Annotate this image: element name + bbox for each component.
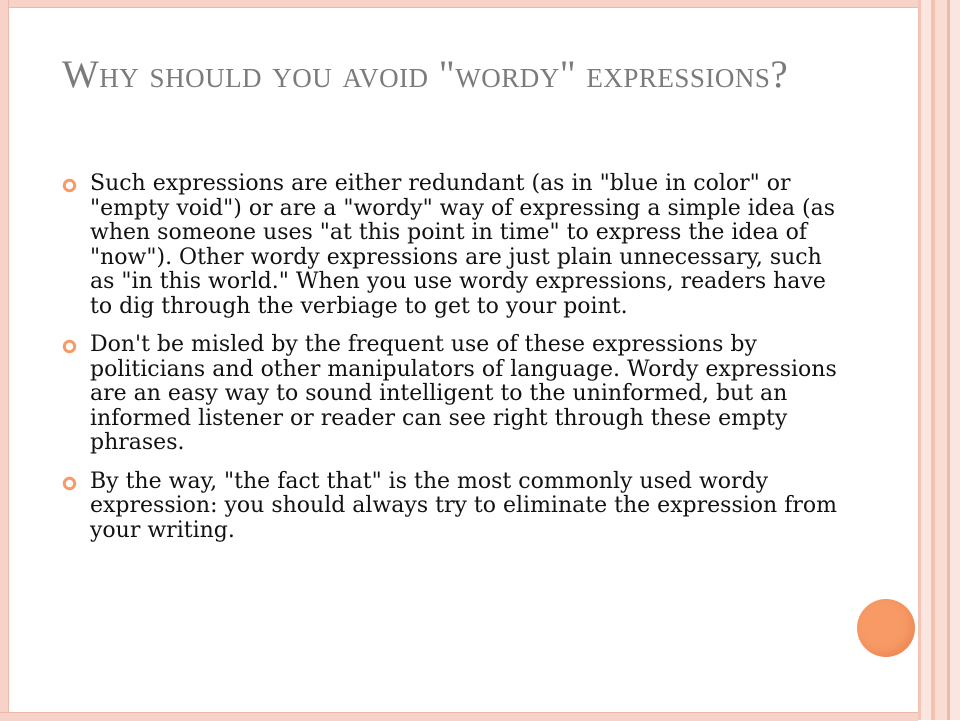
bullet-text: By the way, "the fact that" is the most commonly used wordy expression: you should always try to eliminate the expression from your writing. bbox=[90, 468, 837, 543]
bullet-item bbox=[62, 172, 852, 319]
slide-title: Why should you avoid "wordy" expressions? bbox=[62, 53, 789, 96]
decorative-stripes bbox=[918, 0, 960, 720]
slide-frame-left bbox=[0, 0, 9, 720]
stripe bbox=[935, 0, 947, 720]
bullet-item bbox=[62, 470, 852, 544]
orange-ring-bullet-icon bbox=[62, 339, 77, 354]
orange-ring-bullet-icon bbox=[62, 178, 77, 193]
orange-ring-bullet-icon bbox=[62, 476, 77, 491]
slide-frame-top bbox=[0, 0, 918, 8]
bullet-text: Such expressions are either redundant (as in "blue in color" or "empty void") or are a "wordy" way of expressing a simple idea (as when someone uses "at this point in time" to express the idea of "now"). Other wordy expressions are just plain unnecessary, such as "in this world." When you use wordy expressions, readers have to dig through the verbiage to get to your point. bbox=[90, 171, 836, 319]
bullet-item bbox=[62, 333, 852, 456]
bullet-list bbox=[62, 172, 852, 557]
stripe bbox=[921, 0, 931, 720]
stripe bbox=[950, 0, 960, 720]
bullet-text: Don't be misled by the frequent use of these expressions by politicians and other manipulators of language. Wordy expressions are an easy way to sound intelligent to the uninformed, but an informed listener or reader can see right through these empty phrases. bbox=[90, 332, 837, 455]
orange-circle-decoration bbox=[857, 599, 915, 657]
